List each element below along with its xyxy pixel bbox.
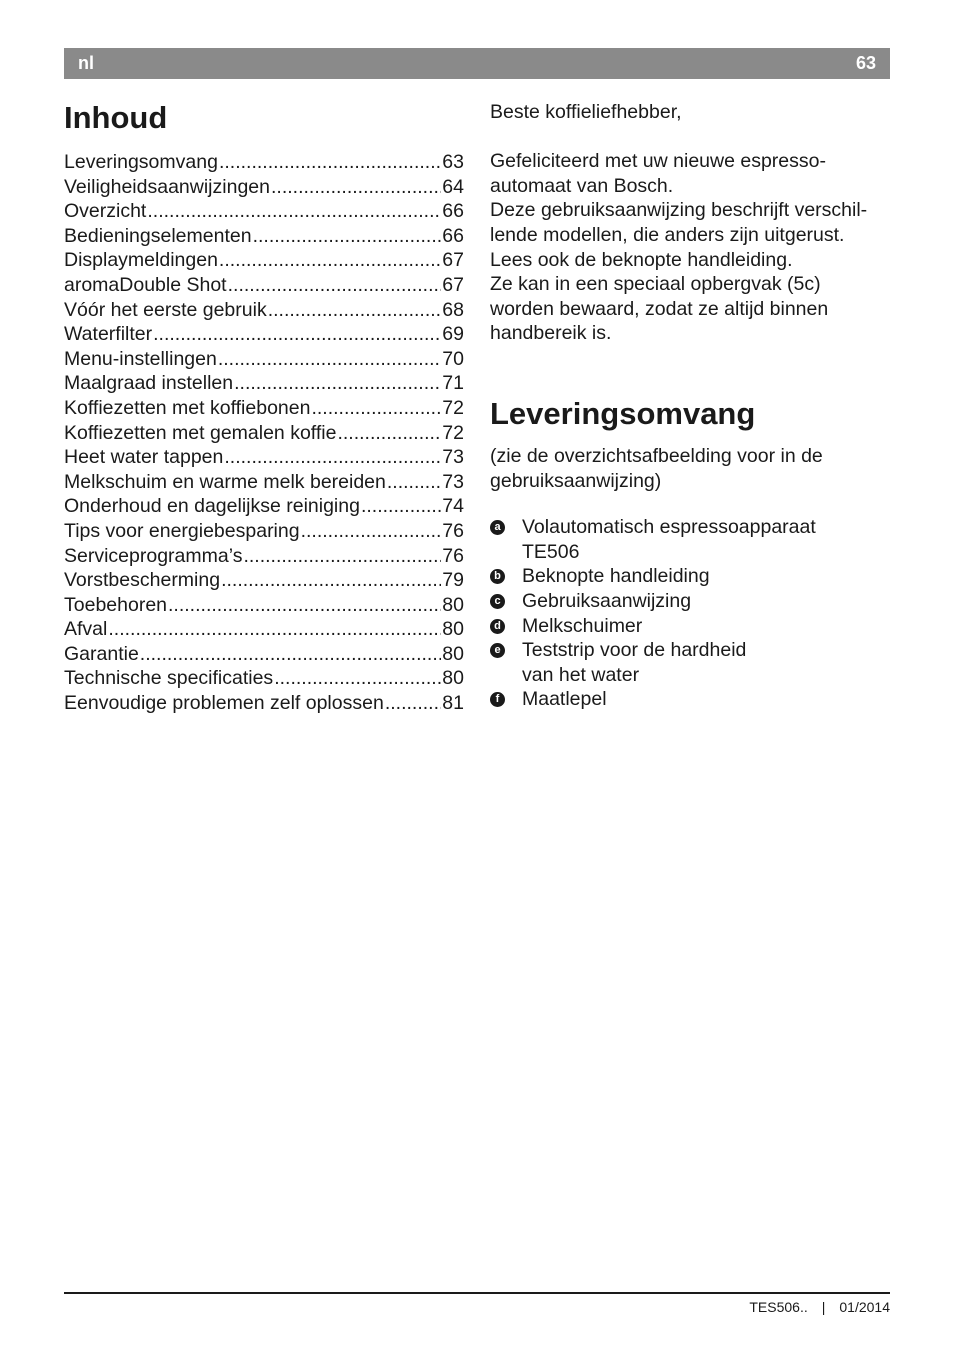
footer	[749, 1299, 890, 1315]
toc-entry-title: Vóór het eerste gebruik	[64, 298, 267, 321]
toc-leader-dots	[218, 347, 441, 372]
list-item	[490, 614, 900, 639]
toc-entry-page: 67	[442, 249, 464, 272]
toc-entry-page: 73	[442, 470, 464, 493]
delivery-note-line: (zie de overzichtsafbeelding voor in de	[490, 444, 823, 467]
toc-entry-page: 80	[442, 642, 464, 665]
toc-leader-dots	[147, 199, 441, 224]
toc-entry[interactable]	[64, 273, 464, 298]
delivery-note-line: gebruiksaanwijzing)	[490, 469, 662, 492]
toc-entry[interactable]	[64, 593, 464, 618]
toc-entry-title: Technische specificaties	[64, 667, 274, 690]
toc-entry-page: 68	[442, 298, 464, 321]
item-text-line: Volautomatisch espressoapparaat	[522, 516, 816, 539]
toc-leader-dots	[253, 224, 442, 249]
item-text-line: TE506	[522, 540, 580, 563]
greeting: Beste koffieliefhebber,	[490, 101, 682, 123]
intro-line: automaat van Bosch.	[490, 174, 674, 197]
intro-line: handbereik is.	[490, 322, 612, 345]
intro-line: lende modellen, die anders zijn uitgerust.	[490, 223, 845, 246]
list-item	[490, 638, 900, 687]
toc-entry-title: Eenvoudige problemen zelf oplossen	[64, 692, 384, 715]
language-code: nl	[78, 53, 94, 73]
toc-entry[interactable]	[64, 470, 464, 495]
toc-entry-title: Melkschuim en warme melk bereiden	[64, 470, 386, 493]
toc-entry-page: 66	[442, 200, 464, 223]
toc-heading: Inhoud	[64, 100, 168, 135]
toc-column	[64, 96, 464, 716]
toc-entry-title: Bedieningselementen	[64, 224, 252, 247]
item-letter-badge: a	[490, 520, 505, 535]
toc-entry[interactable]	[64, 175, 464, 200]
toc-entry-title: Vorstbescherming	[64, 569, 221, 592]
footer-model: TES506..	[749, 1299, 808, 1315]
toc-entry-title: Garantie	[64, 642, 139, 665]
item-text-line: Gebruiksaanwijzing	[522, 589, 692, 612]
item-text	[522, 687, 900, 712]
toc-leader-dots	[140, 642, 442, 667]
toc-entry-title: Waterfilter	[64, 323, 153, 346]
header-bar	[64, 48, 890, 79]
toc-leader-dots	[243, 544, 441, 569]
item-text	[522, 638, 900, 687]
toc-entry-page: 63	[442, 151, 464, 173]
item-text	[522, 589, 900, 614]
page-number: 63	[855, 53, 876, 73]
toc-leader-dots	[387, 470, 441, 495]
toc-leader-dots	[224, 445, 441, 470]
toc-entry-title: Menu-instellingen	[64, 347, 217, 370]
toc-entry[interactable]	[64, 396, 464, 421]
list-item	[490, 515, 900, 564]
intro-line: Ze kan in een speciaal opbergvak (5c)	[490, 273, 821, 296]
toc-entry[interactable]	[64, 544, 464, 569]
delivery-note	[490, 444, 900, 493]
toc-leader-dots	[361, 494, 441, 519]
intro-line: Lees ook de beknopte handleiding.	[490, 248, 793, 271]
list-item	[490, 564, 900, 589]
toc-entry-title: Afval	[64, 618, 108, 641]
toc-entry[interactable]	[64, 347, 464, 372]
toc-entry[interactable]	[64, 617, 464, 642]
toc-entry[interactable]	[64, 519, 464, 544]
toc-leader-dots	[228, 273, 442, 298]
table-of-contents	[64, 150, 464, 716]
delivery-list	[490, 515, 900, 712]
toc-entry-page: 76	[442, 519, 464, 542]
toc-entry-page: 70	[442, 347, 464, 370]
list-item	[490, 687, 900, 712]
list-item	[490, 589, 900, 614]
intro-line: worden bewaard, zodat ze altijd binnen	[490, 297, 829, 320]
toc-entry[interactable]	[64, 322, 464, 347]
toc-entry-title: Heet water tappen	[64, 446, 224, 469]
item-letter-badge: e	[490, 643, 505, 658]
toc-leader-dots	[301, 519, 442, 544]
toc-entry-page: 69	[442, 323, 464, 346]
toc-entry-page: 76	[442, 544, 464, 567]
toc-leader-dots	[108, 617, 441, 642]
toc-leader-dots	[268, 298, 442, 323]
intro-line: Gefeliciteerd met uw nieuwe espresso-	[490, 150, 826, 173]
toc-entry-title: aromaDouble Shot	[64, 273, 227, 296]
toc-entry[interactable]	[64, 224, 464, 249]
toc-leader-dots	[168, 593, 441, 618]
toc-entry[interactable]	[64, 494, 464, 519]
toc-entry[interactable]	[64, 666, 464, 691]
toc-entry-title: Leveringsomvang	[64, 151, 218, 173]
item-text-line: Maatlepel	[522, 688, 607, 711]
item-letter-badge: d	[490, 619, 505, 634]
toc-entry-page: 72	[442, 396, 464, 419]
toc-entry-page: 80	[442, 593, 464, 616]
toc-entry[interactable]	[64, 371, 464, 396]
toc-leader-dots	[234, 371, 441, 396]
toc-entry-title: Koffiezetten met koffiebonen	[64, 396, 311, 419]
toc-leader-dots	[274, 666, 441, 691]
toc-entry-page: 79	[442, 569, 464, 592]
toc-entry-page: 71	[442, 372, 464, 395]
toc-entry-title: Koffiezetten met gemalen koffie	[64, 421, 337, 444]
toc-entry-title: Maalgraad instellen	[64, 372, 234, 395]
item-text	[522, 614, 900, 639]
content-column	[490, 100, 900, 712]
toc-leader-dots	[337, 421, 441, 446]
item-text-line: Teststrip voor de hardheid	[522, 639, 747, 662]
intro-paragraph	[490, 149, 900, 346]
footer-date: 01/2014	[839, 1299, 890, 1315]
item-text	[522, 515, 900, 564]
toc-entry[interactable]	[64, 421, 464, 446]
item-letter-badge: b	[490, 569, 505, 584]
toc-entry[interactable]	[64, 248, 464, 273]
toc-entry-title: Veiligheidsaanwijzingen	[64, 175, 270, 198]
toc-leader-dots	[221, 568, 441, 593]
toc-entry-title: Tips voor energiebesparing	[64, 519, 300, 542]
item-text	[522, 564, 900, 589]
footer-separator: |	[821, 1299, 826, 1315]
toc-leader-dots	[219, 248, 441, 273]
toc-entry-page: 74	[442, 495, 464, 518]
toc-entry[interactable]	[64, 150, 464, 175]
toc-entry-page: 80	[442, 618, 464, 641]
item-text-line: van het water	[522, 663, 640, 686]
intro-line: Deze gebruiksaanwijzing beschrijft verschil-	[490, 199, 868, 222]
toc-entry-title: Onderhoud en dagelijkse reiniging	[64, 495, 360, 518]
toc-entry-title: Toebehoren	[64, 593, 168, 616]
toc-entry[interactable]	[64, 691, 464, 716]
toc-entry[interactable]	[64, 642, 464, 667]
toc-entry[interactable]	[64, 445, 464, 470]
item-text-line: Melkschuimer	[522, 614, 643, 637]
toc-entry-page: 66	[442, 224, 464, 247]
toc-entry-title: Overzicht	[64, 200, 147, 223]
toc-leader-dots	[385, 691, 441, 716]
item-text-line: Beknopte handleiding	[522, 565, 710, 588]
toc-leader-dots	[153, 322, 441, 347]
item-letter-badge: f	[490, 692, 505, 707]
toc-entry-page: 64	[442, 175, 464, 198]
delivery-heading: Leveringsomvang	[490, 395, 756, 431]
toc-entry-page: 72	[442, 421, 464, 444]
toc-entry-title: Serviceprogramma’s	[64, 544, 243, 567]
toc-leader-dots	[219, 150, 441, 175]
footer-rule	[64, 1292, 890, 1294]
toc-entry[interactable]	[64, 199, 464, 224]
toc-leader-dots	[311, 396, 441, 421]
toc-entry-page: 81	[442, 692, 464, 715]
toc-entry-page: 73	[442, 446, 464, 469]
toc-entry-title: Displaymeldingen	[64, 249, 218, 272]
item-letter-badge: c	[490, 594, 505, 609]
toc-entry[interactable]	[64, 298, 464, 323]
toc-entry[interactable]	[64, 568, 464, 593]
toc-leader-dots	[271, 175, 441, 200]
toc-entry-page: 80	[442, 667, 464, 690]
toc-entry-page: 67	[442, 273, 464, 296]
